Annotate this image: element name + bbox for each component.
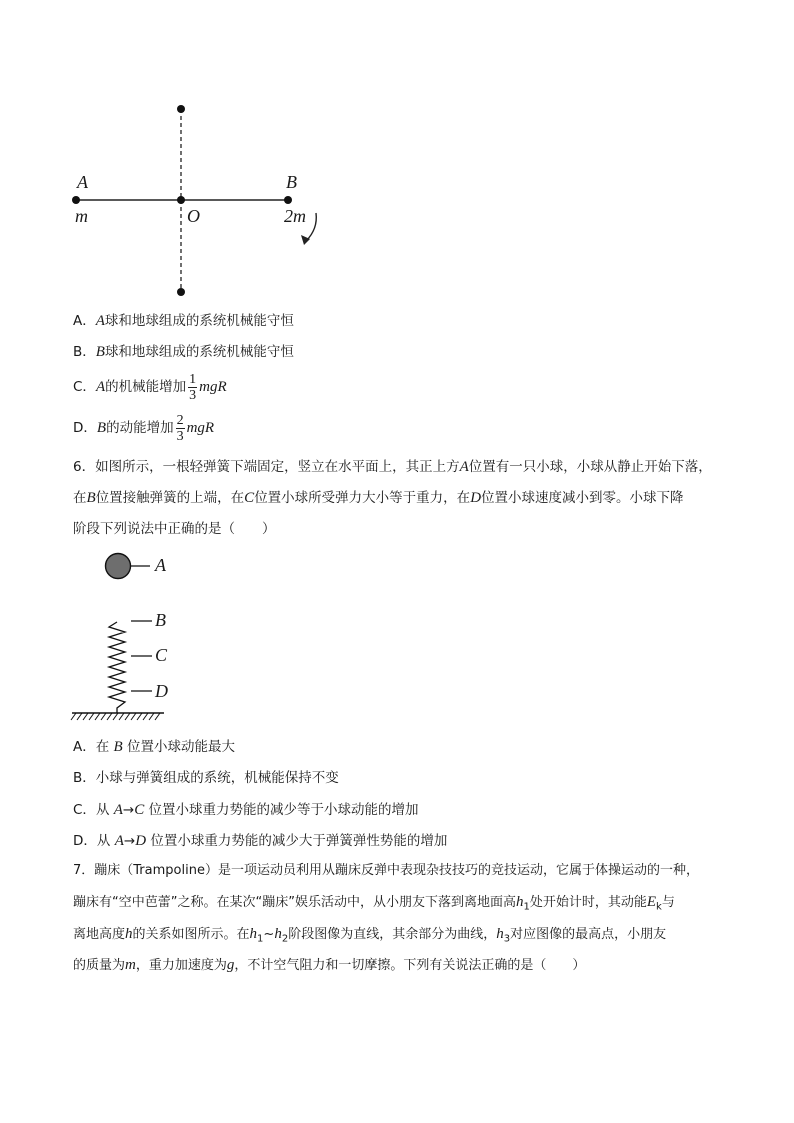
bottom-point — [177, 288, 185, 296]
q7-line-3: 离地高度h的关系如图所示。在$h_1\sim h_2$阶段图像为直线，其余部分为曲线，$h_3$对应图像的最高点，小朋友 — [73, 926, 667, 945]
pivot-o — [177, 196, 185, 204]
q7-line-2: 蹦床有“空中芭蕾”之称。在某次“蹦床”娱乐活动中，从小朋友下落到离地面高$h_1$处开始计时，其动能$E_k$与 — [73, 894, 675, 913]
q5-option-a: A．A球和地球组成的系统机械能守恒 — [73, 313, 294, 329]
q7-line-4: 的质量为m，重力加速度为g，不计空气阻力和一切摩擦。下列有关说法正确的是（ ） — [73, 957, 586, 973]
spring — [109, 622, 125, 713]
q7-line-1: 7．蹦床（Trampoline）是一项运动员利用从蹦床反弹中表现杂技技巧的竞技运动，它属于体操运动的一种， — [73, 863, 699, 878]
label-a: A — [77, 172, 88, 192]
q6-stem-line-2: 在B位置接触弹簧的上端，在C位置小球所受弹力大小等于重力，在D位置小球速度减小到零。小球下降 — [73, 490, 684, 506]
spring-figure — [68, 548, 188, 723]
ball-a — [72, 196, 80, 204]
rotation-arrow-icon — [306, 213, 316, 241]
ball — [106, 554, 131, 579]
label-b: B — [286, 172, 297, 192]
fraction: $\frac{1}{3}$ — [189, 371, 197, 403]
spring-label-a: A — [155, 555, 166, 575]
q6-option-c: C．从 A→C 位置小球重力势能的减少等于小球动能的增加 — [73, 802, 419, 818]
rod-figure — [60, 95, 340, 305]
mass-b-label: 2m — [284, 206, 306, 226]
spring-label-c: C — [155, 645, 168, 665]
q6-stem-line-1: 6．如图所示，一根轻弹簧下端固定，竖立在水平面上，其正上方A位置有一只小球，小球从静止开始下落， — [73, 459, 712, 475]
q6-stem-line-3: 阶段下列说法中正确的是（ ） — [73, 521, 276, 537]
ball-b — [284, 196, 292, 204]
q6-option-a: A．在 B 位置小球动能最大 — [73, 739, 236, 755]
ground-hatching — [71, 713, 160, 720]
spring-label-d: D — [155, 681, 168, 701]
q6-option-d: D．从 A→D 位置小球重力势能的减少大于弹簧弹性势能的增加 — [73, 833, 448, 849]
fraction: $\frac{2}{3}$ — [176, 412, 184, 444]
q5-option-d: D．B的动能增加 $\frac{2}{3}$ mgR — [73, 412, 215, 444]
mass-a-label: m — [75, 206, 88, 226]
spring-label-b: B — [155, 610, 166, 630]
top-point — [177, 105, 185, 113]
q5-option-b: B．B球和地球组成的系统机械能守恒 — [73, 344, 294, 360]
q5-option-c: C．A的机械能增加 $\frac{1}{3}$ mgR — [73, 371, 227, 403]
q6-option-b: B．小球与弹簧组成的系统，机械能保持不变 — [73, 770, 339, 786]
label-o: O — [187, 206, 200, 226]
